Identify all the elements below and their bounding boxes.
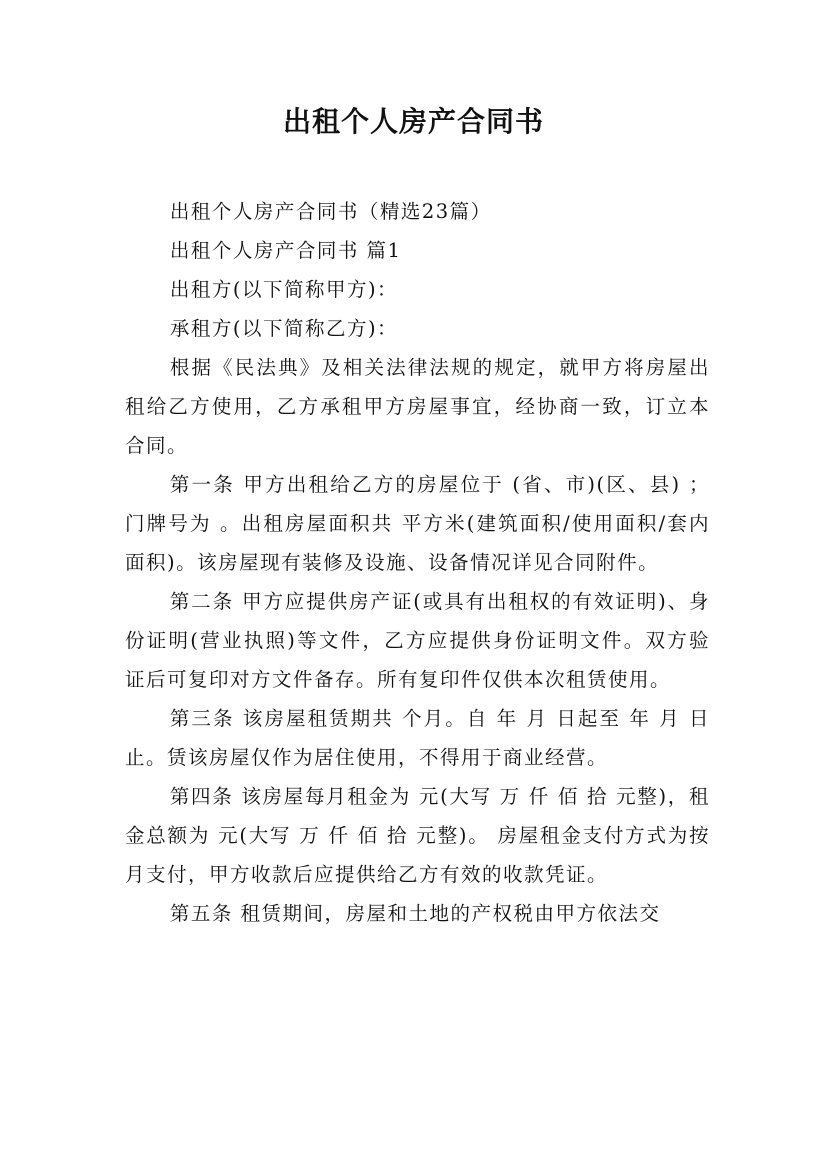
document-title: 出租个人房产合同书 [282,105,544,138]
paragraph-lessee: 承租方(以下简称乙方)： [169,317,399,340]
paragraph-chapter-heading: 出租个人房产合同书 篇1 [169,239,402,262]
document-body [125,192,710,933]
paragraph-collection-title: 出租个人房产合同书（精选23篇） [169,200,492,223]
paragraph-preamble: 根据《民法典》及相关法律法规的规定，就甲方将房屋出租给乙方使用，乙方承租甲方房屋事宜，经协商一致，订立本合同。 [125,356,710,457]
paragraph-article-3: 第三条 该房屋租赁期共 个月。自 年 月 日起至 年 月 日止。赁该房屋仅作为居住使用，不得用于商业经营。 [125,707,710,769]
paragraph-article-1: 第一条 甲方出租给乙方的房屋位于 (省、市)(区、县) ；门牌号为 。出租房屋面积共 平方米(建筑面积/使用面积/套内面积)。该房屋现有装修及设施、设备情况详见合同附件。 [125,473,710,574]
paragraph-lessor: 出租方(以下简称甲方)： [169,278,399,301]
paragraph-article-4: 第四条 该房屋每月租金为 元(大写 万 仟 佰 拾 元整)，租金总额为 元(大写 万 仟 佰 拾 元整)。 房屋租金支付方式为按月支付，甲方收款后应提供给乙方有效的收款凭证。 [125,785,710,886]
paragraph-article-5: 第五条 租赁期间，房屋和土地的产权税由甲方依法交 [169,902,661,925]
paragraph-article-2: 第二条 甲方应提供房产证(或具有出租权的有效证明)、身份证明(营业执照)等文件，乙方应提供身份证明文件。双方验证后可复印对方文件备存。所有复印件仅供本次租赁使用。 [125,590,710,691]
